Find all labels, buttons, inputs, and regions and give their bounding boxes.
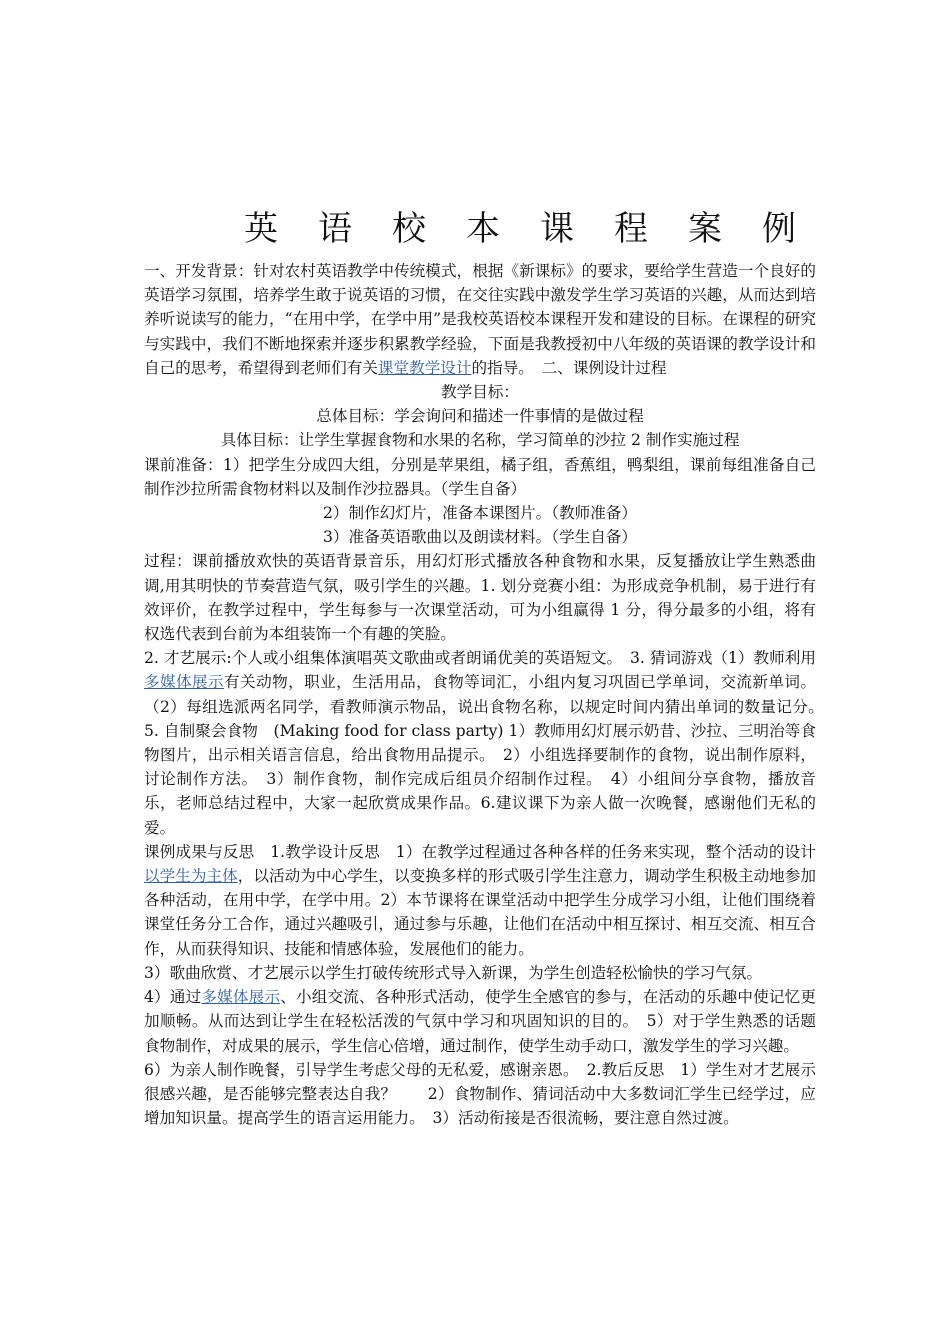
reflection-text-end: ，以活动为中心学生，以变换多样的形式吸引学生注意力，调动学生积极主动地参加各种活动，在用中学，在学中用。2）本节课将在课堂活动中把学生分成学习小组，让他们围绕着课堂任务分工合作，通过兴趣吸引，通过参与乐趣，让他们在活动中相互探讨、相互交流、相互合作，从而获得知识、技能和情感体验，发展他们的能力。 <box>144 867 816 958</box>
reflection-paragraph-3 <box>144 985 816 1058</box>
link-classroom-design[interactable]: 课堂教学设计 <box>377 358 472 377</box>
link-multimedia-1[interactable]: 多媒体展示 <box>144 673 225 692</box>
activities-text-end: 有关动物，职业，生活用品，食物等词汇，小组内复习巩固已学单词，交流新单词。（2）每组选派两名同学，看教师演示物品，说出食物名称，以规定时间内猜出单词的数量记分。 5. 自制聚会食物 (Making food for class party) 1）教师用幻灯展示奶昔、沙拉、三明治等食物图片，出示相关语言信息，给出食物用品提示。 2）小组选择要制作的食物，说出制作原料，讨论制作方法。 3）制作食物，制作完成后组员介绍制作过程。 4）小组间分享食物，播放音乐，老师总结过程中，大家一起欣赏成果作品。6.建议课下为亲人做一次晚餐，感谢他们无私的爱。 <box>144 673 832 837</box>
prep-step-1: 课前准备：1）把学生分成四大组，分别是苹果组，橘子组，香蕉组，鸭梨组，课前每组准备自己制作沙拉所需食物材料以及制作沙拉器具。（学生自备） <box>144 455 816 498</box>
document-title: 英语校本课程案例 <box>244 208 836 249</box>
reflection-3-text-end: 、小组交流、各种形式活动，使学生全感官的参与，在活动的乐趣中使记忆更加顺畅。从而达到让学生在轻松活泼的气氛中学习和巩固知识的目的。 5）对于学生熟悉的话题食物制作，对成果的展示，学生信心倍增，通过制作，使学生动手动口，激发学生的学习兴趣。 <box>144 988 816 1055</box>
reflection-paragraph-1 <box>144 840 816 961</box>
specific-goal: 具体目标：让学生掌握食物和水果的名称，学习简单的沙拉 2 制作实施过程 <box>220 431 740 450</box>
reflection-paragraph-2: 3）歌曲欣赏、才艺展示以学生打破传统形式导入新课，为学生创造轻松愉快的学习气氛。 <box>144 963 763 982</box>
reflection-3-text: 4）通过 <box>144 988 202 1007</box>
background-text-end: 的指导。 二、课例设计过程 <box>471 358 667 377</box>
prep-step-3: 3）准备英语歌曲以及朗读材料。（学生自备） <box>323 528 637 547</box>
reflection-text: 课例成果与反思 1.教学设计反思 1）在教学过程通过各种各样的任务来实现，整个活动的设计 <box>144 842 816 861</box>
background-text: 一、开发背景：针对农村英语教学中传统模式，根据《新课标》的要求，要给学生营造一个良好的英语学习氛围，培养学生敢于说英语的习惯，在交往实践中激发学生学习英语的兴趣，从而达到培养听说读写的能力，“在用中学，在学中用”是我校英语校本课程开发和建设的目标。在课程的研究与实践中，我们不断地探索并逐步积累教学经验，下面是我教授初中八年级的英语课的教学设计和自己的思考，希望得到老师们有关 <box>144 262 816 377</box>
activities-paragraph <box>144 646 832 840</box>
link-multimedia-2[interactable]: 多媒体展示 <box>201 988 281 1007</box>
background-paragraph <box>144 259 816 380</box>
activities-text: 2. 才艺展示:个人或小组集体演唱英文歌曲或者朗诵优美的英语短文。 3. 猜词游戏（1）教师利用 <box>144 649 816 668</box>
teaching-goal-heading: 教学目标： <box>441 383 519 402</box>
prep-step-2: 2）制作幻灯片，准备本课图片。（教师准备） <box>323 504 637 523</box>
overall-goal: 总体目标：学会询问和描述一件事情的是做过程 <box>316 407 644 426</box>
reflection-paragraph-4: 6）为亲人制作晚餐，引导学生考虑父母的无私爱，感谢亲恩。 2.教后反思 1）学生对才艺展示很感兴趣，是否能够完整表达自我？ 2）食物制作、猜词活动中大多数词汇学生已经学过，应增加知识量。提高学生的语言运用能力。 3）活动衔接是否很流畅，要注意自然过渡。 <box>144 1060 816 1128</box>
document-body <box>144 259 832 1130</box>
link-student-centered[interactable]: 以学生为主体 <box>144 867 238 886</box>
process-paragraph: 过程：课前播放欢快的英语背景音乐，用幻灯形式播放各种食物和水果，反复播放让学生熟悉曲调,用其明快的节奏营造气氛，吸引学生的兴趣。1. 划分竞赛小组：为形成竞争机制，易于进行有效评价，在教学过程中，学生每参与一次课堂活动，可为小组赢得 1 分，得分最多的小组，将有权选代表到台前为本组装饰一个有趣的笑脸。 <box>144 552 816 644</box>
